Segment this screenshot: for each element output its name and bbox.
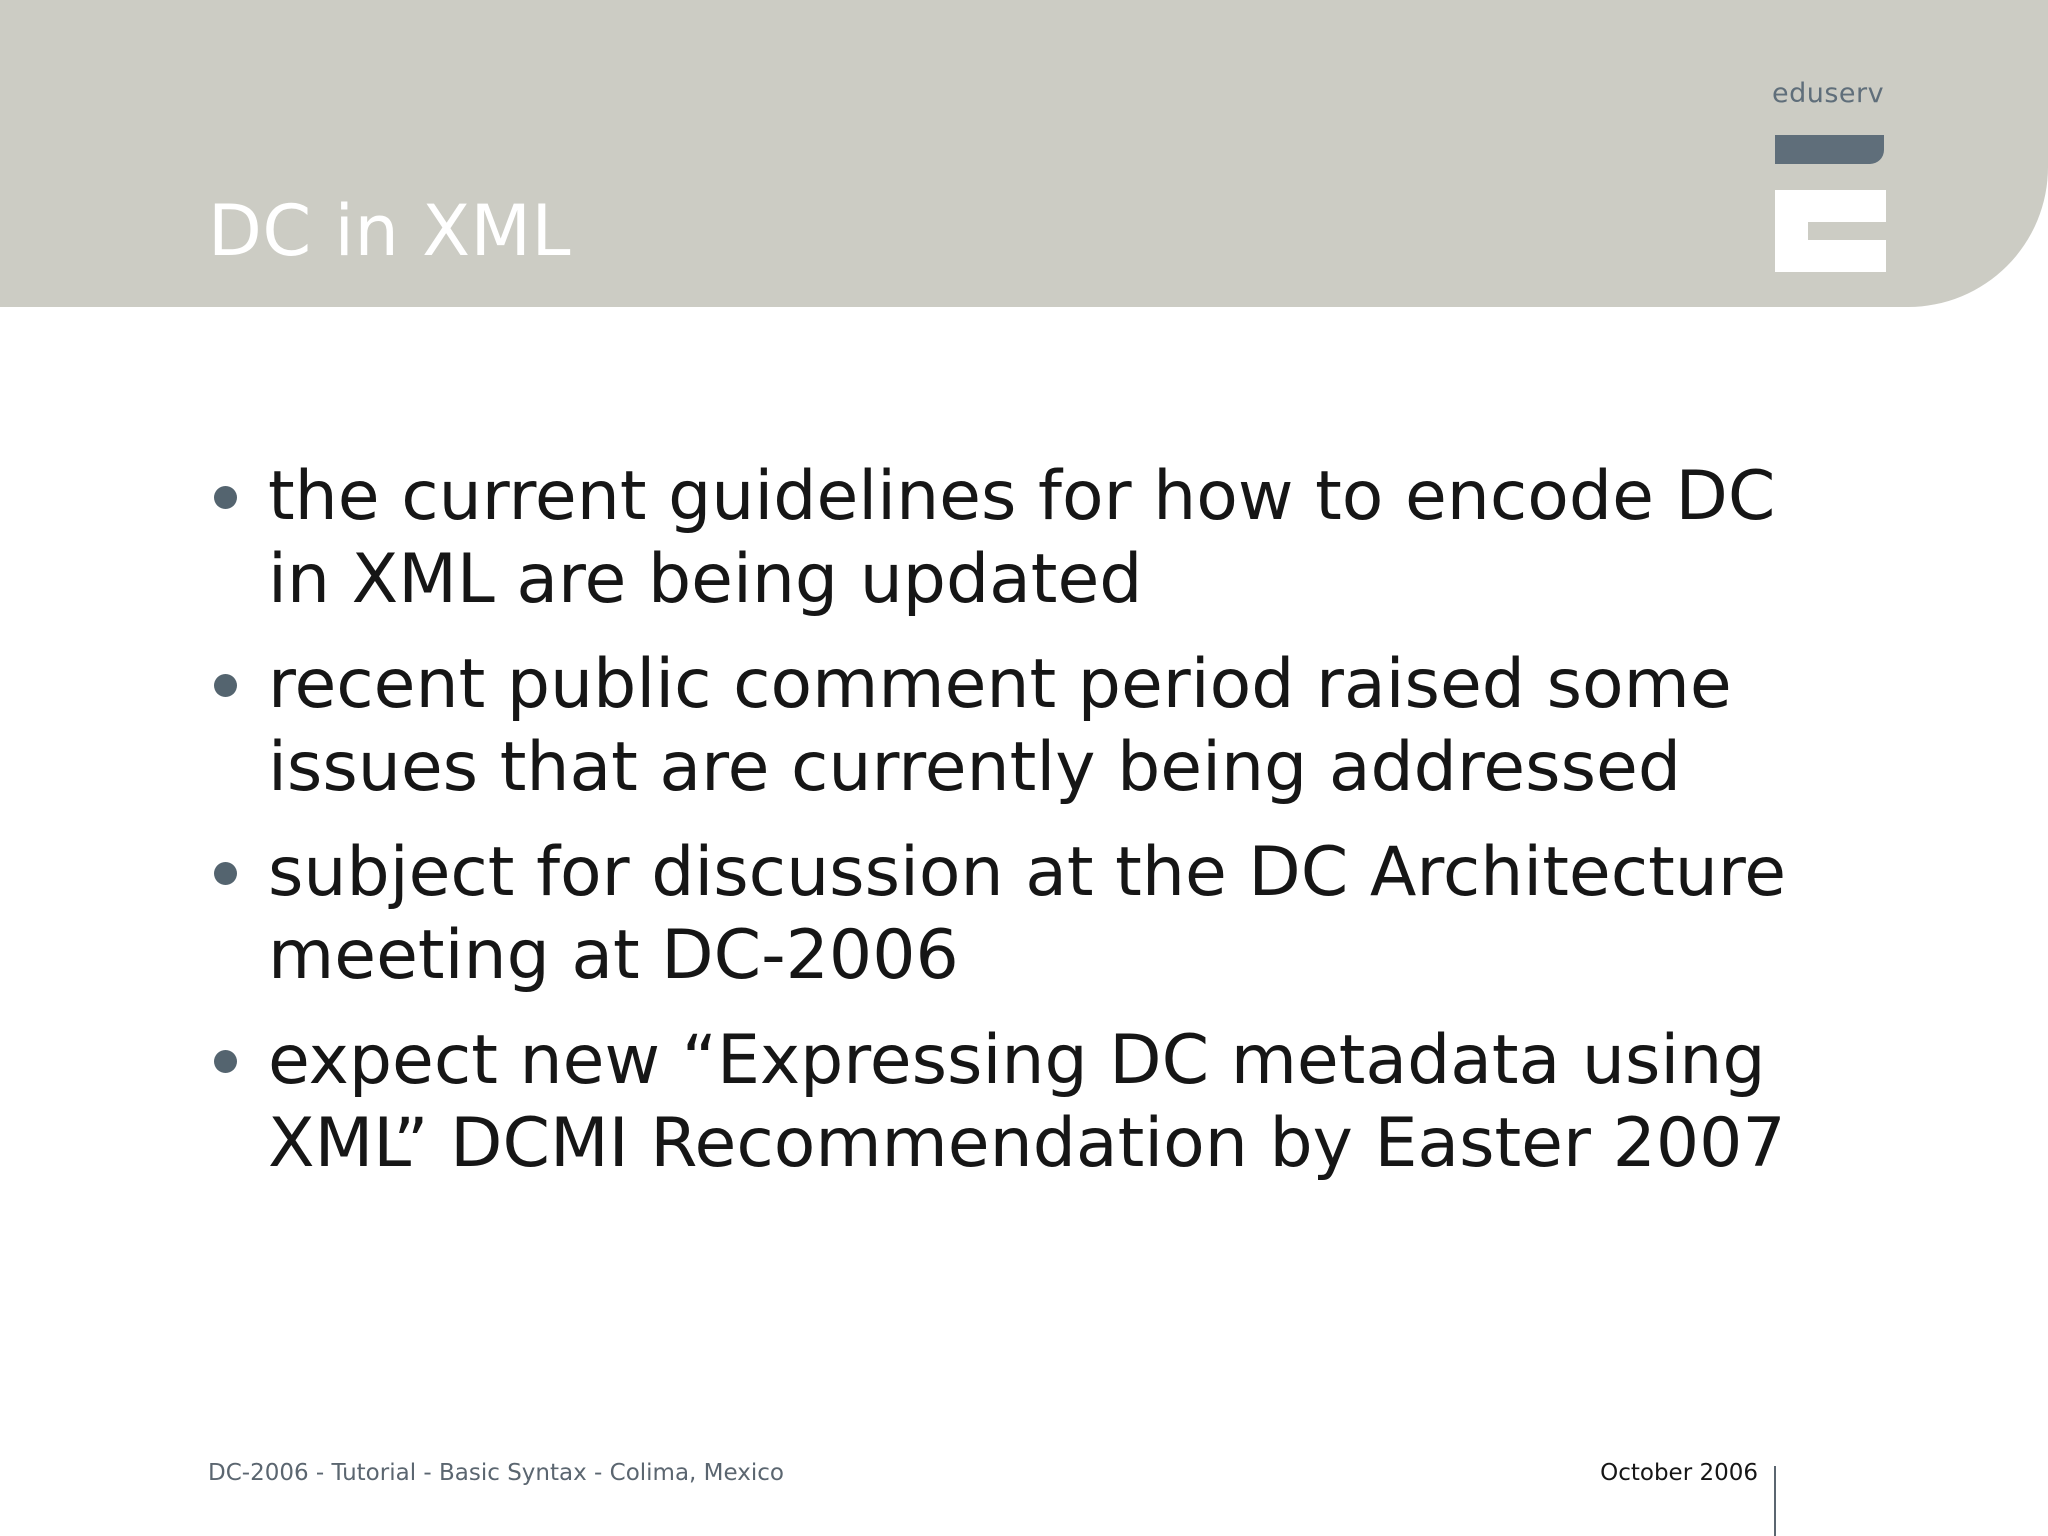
bullet-item [208, 831, 1848, 997]
logo-e-mark-icon [1775, 190, 1886, 272]
bullet-item [208, 643, 1848, 809]
logo-text: eduserv [1772, 78, 1885, 109]
slide-title: DC in XML [208, 190, 571, 272]
bullet-item [208, 1019, 1848, 1185]
logo-bar-shape [1775, 135, 1884, 164]
footer-event-info: DC-2006 - Tutorial - Basic Syntax - Colima, Mexico [208, 1460, 784, 1486]
bullet-text: recent public comment period raised some issues that are currently being addressed [268, 645, 1732, 807]
bullet-text: expect new “Expressing DC metadata using XML” DCMI Recommendation by Easter 2007 [268, 1021, 1786, 1183]
footer-date: October 2006 [1600, 1460, 1758, 1486]
bullet-dot-icon [214, 674, 237, 697]
bullet-dot-icon [214, 1050, 237, 1073]
footer-divider [1774, 1466, 1776, 1536]
bullet-list [208, 455, 1848, 1207]
bullet-text: the current guidelines for how to encode DC in XML are being updated [268, 457, 1776, 619]
bullet-item [208, 455, 1848, 621]
bullet-dot-icon [214, 862, 237, 885]
bullet-text: subject for discussion at the DC Architecture meeting at DC-2006 [268, 833, 1787, 995]
eduserv-logo [1772, 80, 1886, 272]
bullet-dot-icon [214, 486, 237, 509]
